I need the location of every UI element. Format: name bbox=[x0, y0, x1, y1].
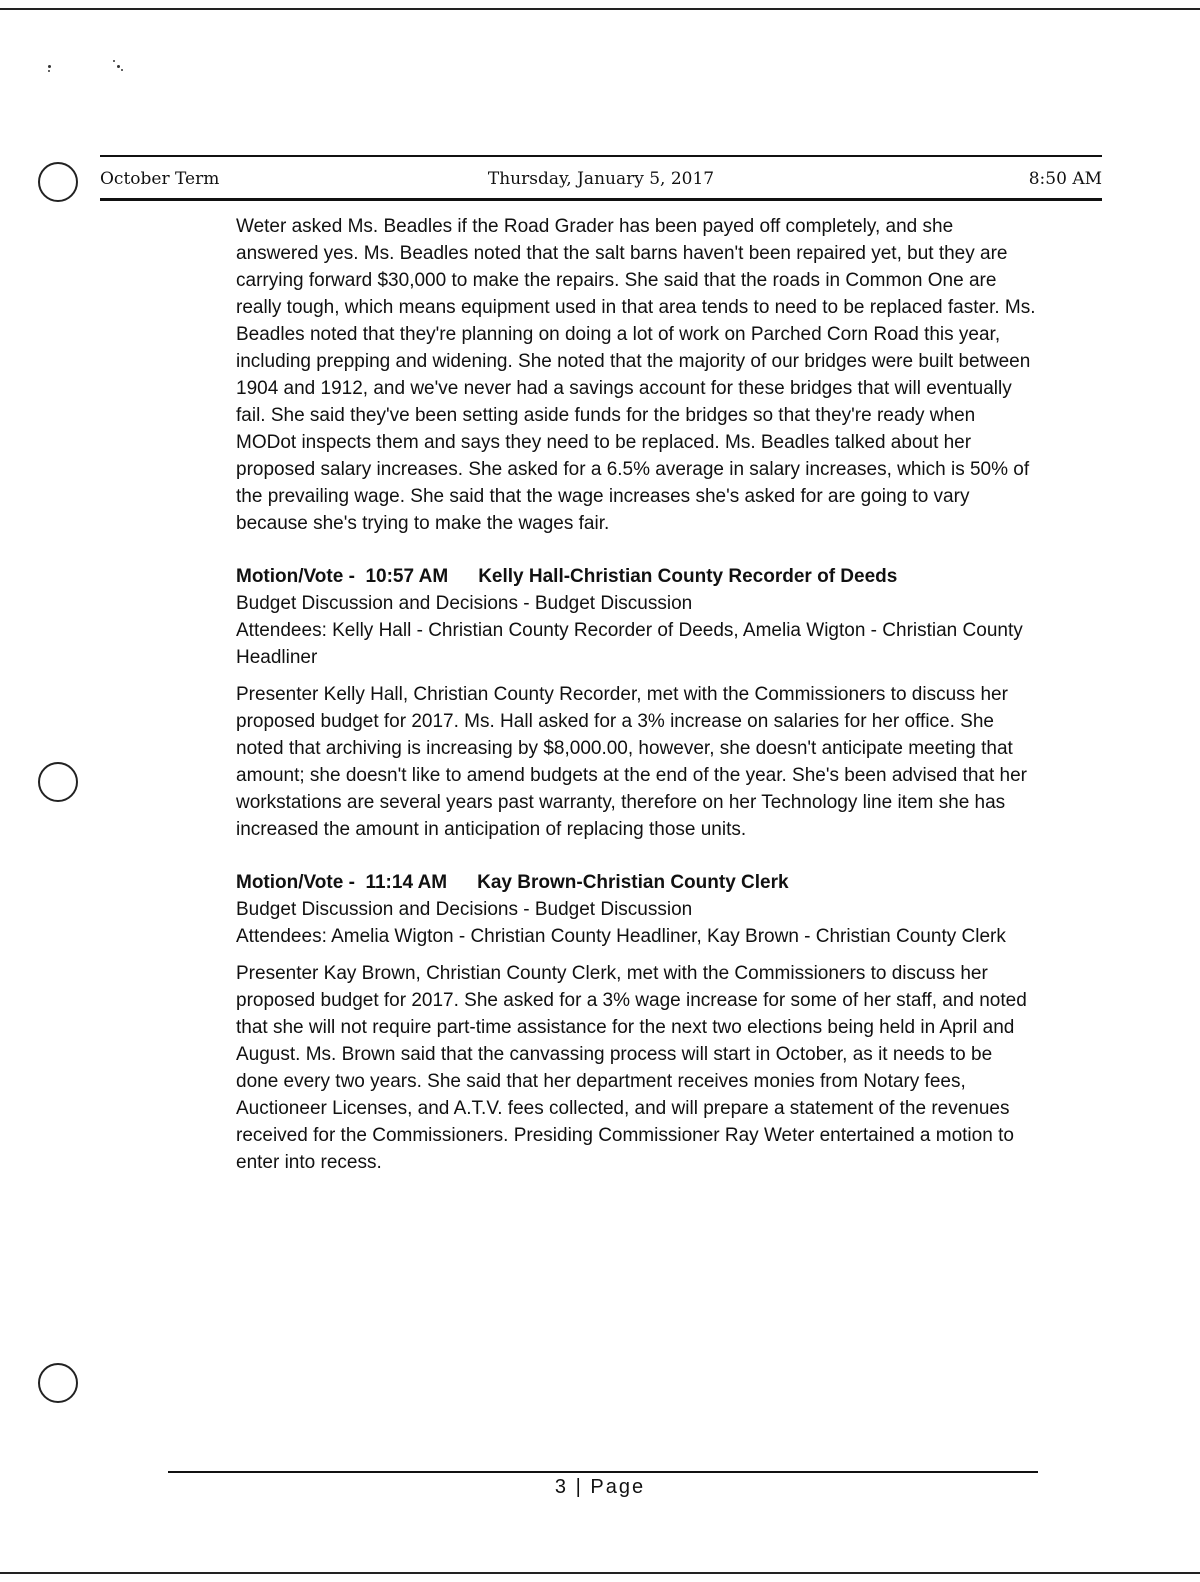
motion-line bbox=[236, 563, 1036, 590]
scan-speck bbox=[121, 69, 123, 71]
header-time: 8:50 AM bbox=[1028, 169, 1102, 189]
agenda-category: Budget Discussion and Decisions - Budget Discussion bbox=[236, 593, 693, 614]
motion-time: 10:57 AM bbox=[365, 566, 449, 587]
intro-paragraph: Weter asked Ms. Beadles if the Road Grader has been payed off completely, and she answered yes. Ms. Beadles noted that the salt barns haven't been repaired yet, but they are carrying forward $30,000 to make the repairs. She said that the roads in Common One are really tough, which means equipment used in that area tends to need to be replaced faster. Ms. Beadles noted that they're planning on doing a lot of work on Parched Corn Road this year, including prepping and widening. She noted that the majority of our bridges were built between 1904 and 1912, and we've never had a savings account for these bridges that will eventually fail. She said they've been setting aside funds for the bridges so that they're ready when MODot inspects them and says they need to be replaced. Ms. Beadles talked about her proposed salary increases. She asked for a 6.5% average in salary increases, which is 50% of the prevailing wage. She said that the wage increases she's asked for are going to vary because she's trying to make the wages fair. bbox=[236, 216, 1036, 534]
attendees-list: Attendees: Kelly Hall - Christian County Recorder of Deeds, Amelia Wigton - Christian County Headliner bbox=[236, 620, 1023, 668]
binder-hole-middle bbox=[38, 762, 78, 802]
footer-rule bbox=[168, 1471, 1038, 1473]
binder-hole-top bbox=[38, 162, 78, 202]
page-header bbox=[100, 155, 1102, 201]
agenda-section-clerk bbox=[236, 869, 1036, 1176]
motion-line bbox=[236, 869, 1036, 896]
top-scan-border bbox=[0, 8, 1200, 10]
attendees-list: Attendees: Amelia Wigton - Christian County Headliner, Kay Brown - Christian County Clerk bbox=[236, 926, 1006, 947]
scan-speck bbox=[117, 65, 120, 68]
bottom-scan-border bbox=[0, 1572, 1200, 1574]
binder-hole-bottom bbox=[38, 1363, 78, 1403]
agenda-section-recorder bbox=[236, 563, 1036, 843]
page-number: 3 | Page bbox=[554, 1476, 646, 1498]
agenda-category: Budget Discussion and Decisions - Budget Discussion bbox=[236, 899, 693, 920]
motion-time: 11:14 AM bbox=[365, 872, 448, 893]
section-body: Presenter Kelly Hall, Christian County Recorder, met with the Commissioners to discuss her proposed budget for 2017. Ms. Hall asked for a 3% increase on salaries for her office. She noted that archiving is increasing by $8,000.00, however, she doesn't anticipate meeting that amount; she doesn't like to amend budgets at the end of the year. She's been advised that her workstations are several years past warranty, therefore on her Technology line item she has increased the amount in anticipation of replacing those units. bbox=[236, 684, 1028, 840]
header-date: Thursday, January 5, 2017 bbox=[487, 169, 715, 189]
motion-label: Motion/Vote - bbox=[236, 872, 355, 893]
presenter-title: Kay Brown-Christian County Clerk bbox=[477, 872, 789, 893]
scan-speck bbox=[48, 65, 51, 68]
minutes-content bbox=[236, 213, 1036, 1176]
scan-speck bbox=[113, 60, 115, 62]
scan-speck bbox=[48, 70, 50, 72]
motion-label: Motion/Vote - bbox=[236, 566, 355, 587]
presenter-title: Kelly Hall-Christian County Recorder of Deeds bbox=[478, 566, 898, 587]
header-term: October Term bbox=[100, 169, 220, 189]
section-body: Presenter Kay Brown, Christian County Clerk, met with the Commissioners to discuss her proposed budget for 2017. She asked for a 3% wage increase for some of her staff, and noted that she will not require part-time assistance for the next two elections being held in April and August. Ms. Brown said that the canvassing process will start in October, as it needs to be done every two years. She said that her department receives monies from Notary fees, Auctioneer Licenses, and A.T.V. fees collected, and will prepare a statement of the revenues received for the Commissioners. Presiding Commissioner Ray Weter entertained a motion to enter into recess. bbox=[236, 963, 1027, 1173]
